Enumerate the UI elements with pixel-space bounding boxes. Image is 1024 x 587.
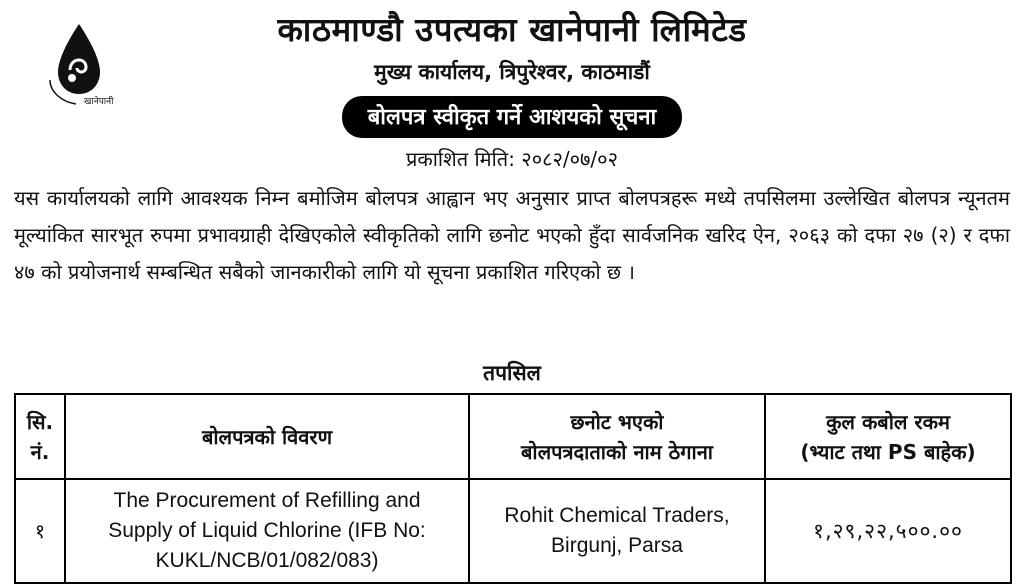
column-header-bidder-line1: छनोट भएको [570,409,664,434]
logo-text: खानेपानी [84,97,114,106]
column-header-sn-line2: नं. [30,439,50,464]
column-header-description: बोलपत्रको विवरण [65,394,469,479]
organization-name: काठमाण्डौ उपत्यका खानेपानी लिमिटेड [277,10,747,49]
column-header-amount-line1: कुल कबोल रकम [826,409,950,434]
column-header-bidder-line2: बोलपत्रदाताको नाम ठेगाना [521,439,713,464]
column-header-sn [15,394,65,479]
notice-title-wrapper [0,96,1024,138]
notice-title: बोलपत्र स्वीकृत गर्ने आशयको सूचना [342,96,683,138]
table-row [15,479,1011,583]
cell-description-line2: Supply of Liquid Chlorine (IFB No: [108,519,426,542]
cell-amount: १,२९,२२,५००.०० [765,479,1011,583]
column-header-amount-line2: (भ्याट तथा PS बाहेक) [800,439,976,464]
column-header-sn-line1: सि. [26,409,54,434]
bid-table [14,393,1012,584]
cell-bidder [469,479,765,583]
cell-bidder-line1: Rohit Chemical Traders, [504,504,730,527]
cell-sn: १ [15,479,65,583]
table-header-row [15,394,1011,479]
published-date: प्रकाशित मिति: २०८२/०७/०२ [406,147,618,171]
column-header-amount [765,394,1011,479]
notice-paragraph: यस कार्यालयको लागि आवश्यक निम्न बमोजिम बोलपत्र आह्वान भए अनुसार प्राप्त बोलपत्रहरू मध्ये तपसिलमा उल्लेखित बोलपत्र न्यूनतम मूल्यांकित सारभूत रुपमा प्रभावग्राही देखिएकोले स्वीकृतिको लागि छनोट भएको हुँदा सार्वजनिक खरिद ऐन, २०६३ को दफा २७ (२) र दफा ४७ को प्रयोजनार्थ सम्बन्धित सबैको जानकारीको लागि यो सूचना प्रकाशित गरिएको छ । [14,186,1010,284]
cell-description-line1: The Procurement of Refilling and [113,489,421,512]
cell-description [65,479,469,583]
column-header-bidder [469,394,765,479]
cell-bidder-line2: Birgunj, Parsa [551,534,683,557]
schedule-heading: तपसिल [483,361,541,385]
office-address: मुख्य कार्यालय, त्रिपुरेश्वर, काठमाडौं [374,60,650,84]
cell-description-line3: KUKL/NCB/01/082/083) [155,549,379,572]
